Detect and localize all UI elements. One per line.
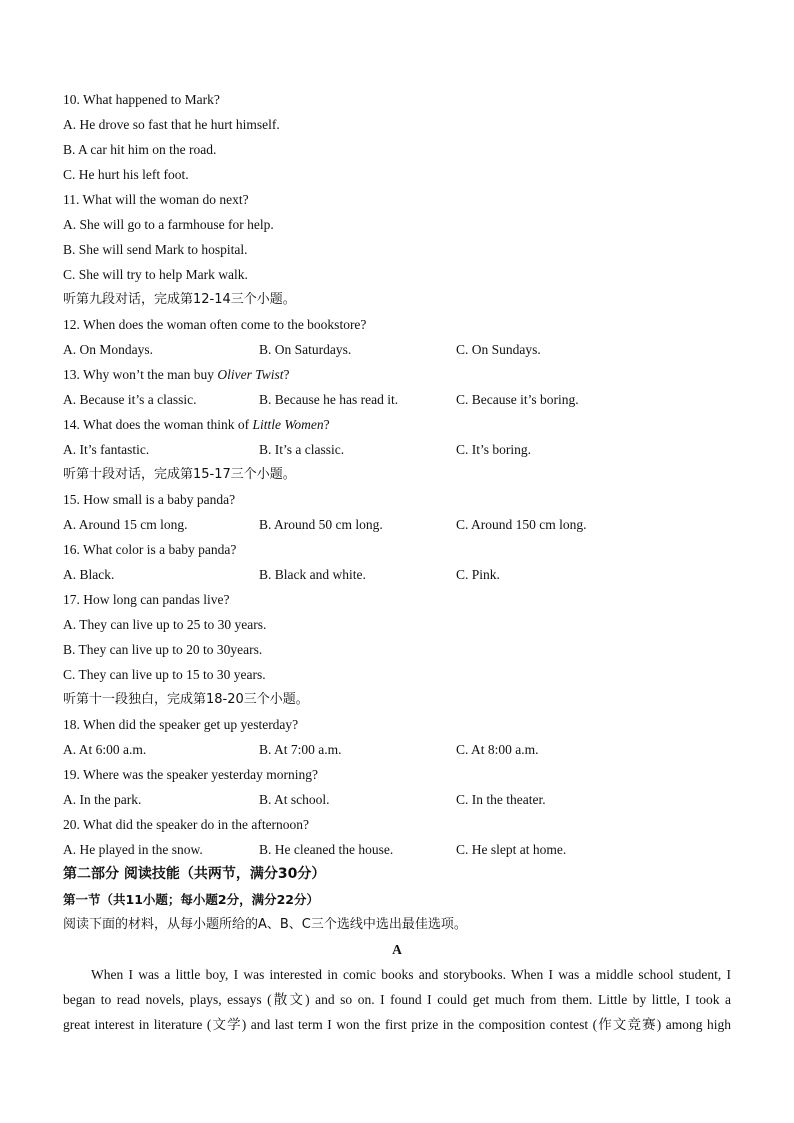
question-14 — [63, 412, 731, 437]
option-b: B. On Saturdays. — [259, 342, 352, 357]
option-line: C. They can live up to 15 to 30 years. — [63, 667, 266, 682]
question-text: 13. Why won’t the man buy — [63, 367, 218, 382]
question-15: 15. How small is a baby panda? — [63, 492, 236, 507]
options-13 — [63, 387, 731, 412]
option-b: B. Because he has read it. — [259, 392, 399, 407]
option-a: A. Around 15 cm long. — [63, 517, 188, 532]
option-line: B. She will send Mark to hospital. — [63, 242, 248, 257]
question-12: 12. When does the woman often come to the bookstore? — [63, 317, 367, 332]
question-19: 19. Where was the speaker yesterday morning? — [63, 767, 319, 782]
question-11: 11. What will the woman do next? — [63, 192, 249, 207]
option-b: B. At 7:00 a.m. — [259, 742, 342, 757]
option-c: C. Because it’s boring. — [456, 392, 579, 407]
instruction-12-14: 听第九段对话，完成第12-14三个小题。 — [63, 292, 296, 307]
option-a: A. In the park. — [63, 792, 142, 807]
exam-page — [63, 87, 731, 1037]
option-a: A. He played in the snow. — [63, 842, 203, 857]
options-15 — [63, 512, 731, 537]
option-b: B. It’s a classic. — [259, 442, 345, 457]
options-12 — [63, 337, 731, 362]
listening-questions-10-11 — [63, 87, 731, 312]
option-b: B. At school. — [259, 792, 330, 807]
question-16: 16. What color is a baby panda? — [63, 542, 237, 557]
option-line: B. They can live up to 20 to 30years. — [63, 642, 263, 657]
option-line: A. He drove so fast that he hurt himself. — [63, 117, 280, 132]
question-13 — [63, 362, 731, 387]
reading-instruction: 阅读下面的材料，从每小题所给的A、B、C三个选线中选出最佳选项。 — [63, 917, 467, 932]
option-c: C. He slept at home. — [456, 842, 567, 857]
option-a: A. Because it’s a classic. — [63, 392, 197, 407]
options-18 — [63, 737, 731, 762]
option-line: C. She will try to help Mark walk. — [63, 267, 248, 282]
options-19 — [63, 787, 731, 812]
option-c: C. It’s boring. — [456, 442, 532, 457]
option-c: C. Around 150 cm long. — [456, 517, 587, 532]
paragraph-line: began to read novels, plays, essays (散文) and so on. I found I could get much from them. Little by little, I took a — [63, 992, 731, 1007]
paragraph-line: When I was a little boy, I was interested in comic books and storybooks. When I was a middle school student, I — [91, 967, 731, 982]
option-b: B. He cleaned the house. — [259, 842, 394, 857]
passage-label: A — [392, 942, 402, 957]
option-line: B. A car hit him on the road. — [63, 142, 217, 157]
option-line: A. They can live up to 25 to 30 years. — [63, 617, 267, 632]
question-10: 10. What happened to Mark? — [63, 92, 220, 107]
question-17: 17. How long can pandas live? — [63, 592, 230, 607]
question-mark: ? — [323, 417, 330, 432]
book-title: Little Women — [252, 417, 324, 432]
option-c: C. Pink. — [456, 567, 500, 582]
option-c: C. In the theater. — [456, 792, 546, 807]
question-18: 18. When did the speaker get up yesterday? — [63, 717, 299, 732]
options-20 — [63, 837, 731, 862]
option-b: B. Black and white. — [259, 567, 366, 582]
instruction-15-17: 听第十段对话，完成第15-17三个小题。 — [63, 467, 296, 482]
book-title: Oliver Twist — [217, 367, 284, 382]
option-a: A. It’s fantastic. — [63, 442, 150, 457]
option-line: C. He hurt his left foot. — [63, 167, 189, 182]
option-b: B. Around 50 cm long. — [259, 517, 383, 532]
question-mark: ? — [283, 367, 290, 382]
passage-paragraph — [63, 962, 731, 1037]
part-two-title: 第二部分 阅读技能（共两节，满分30分） — [63, 866, 326, 882]
option-line: A. She will go to a farmhouse for help. — [63, 217, 274, 232]
question-20: 20. What did the speaker do in the afternoon? — [63, 817, 310, 832]
option-a: A. At 6:00 a.m. — [63, 742, 147, 757]
option-a: A. Black. — [63, 567, 115, 582]
options-14 — [63, 437, 731, 462]
option-a: A. On Mondays. — [63, 342, 153, 357]
paragraph-line: great interest in literature (文学) and last term I won the first prize in the composition contest (作文竞赛) among high — [63, 1017, 731, 1032]
option-c: C. On Sundays. — [456, 342, 541, 357]
question-text: 14. What does the woman think of — [63, 417, 253, 432]
instruction-18-20: 听第十一段独白，完成第18-20三个小题。 — [63, 692, 309, 707]
option-c: C. At 8:00 a.m. — [456, 742, 539, 757]
section-one-title: 第一节（共11小题；每小题2分，满分22分） — [63, 892, 319, 907]
options-16 — [63, 562, 731, 587]
